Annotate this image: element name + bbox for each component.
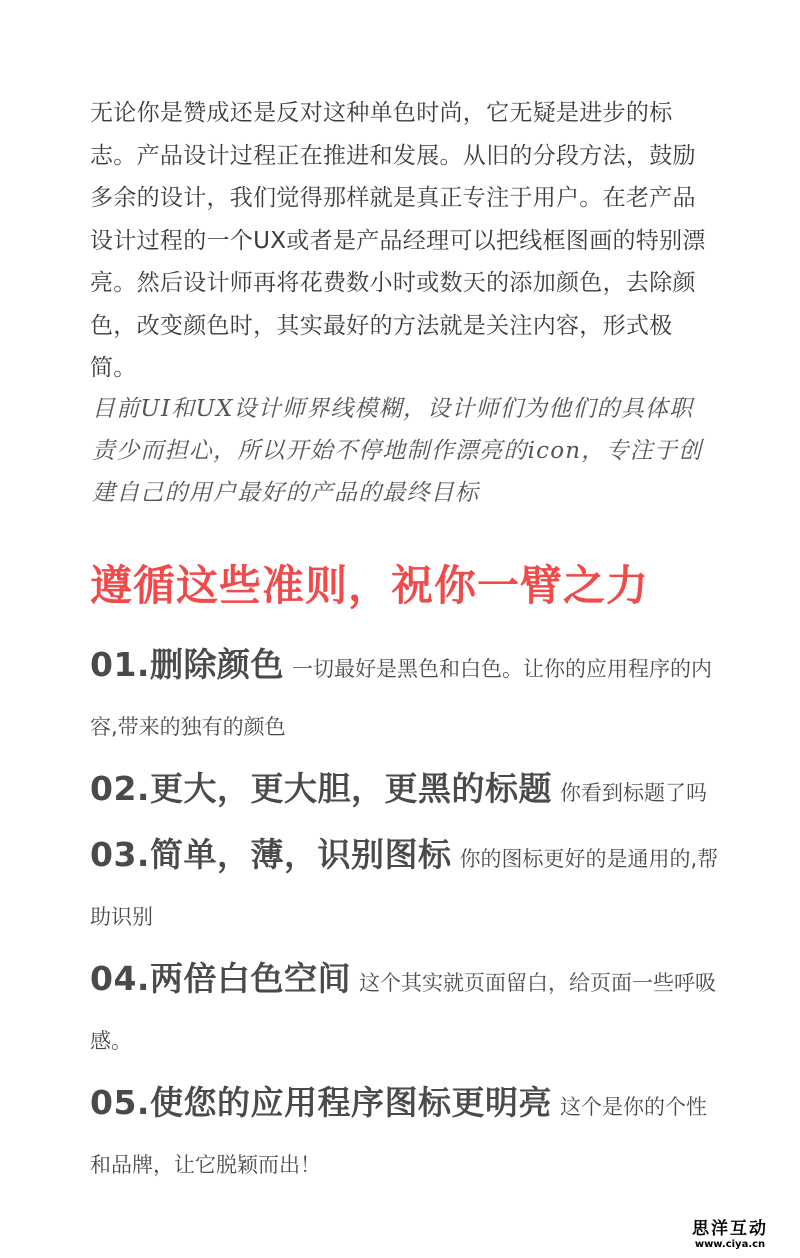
watermark-name: 思洋互动 xyxy=(692,1219,768,1239)
handwritten-note: 目前UI和UX设计师界线模糊，设计师们为他们的具体职责少而担心，所以开始不停地制作漂亮的icon，专注于创建自己的用户最好的产品的最终目标 xyxy=(92,396,703,506)
watermark-url: www.ciya.cn xyxy=(694,1239,766,1250)
watermark xyxy=(692,1221,768,1250)
guideline-list xyxy=(90,636,720,1198)
guideline-item xyxy=(90,1074,720,1195)
guideline-item xyxy=(90,760,720,823)
guideline-item xyxy=(90,950,720,1071)
guideline-description: 你的图标更好的是通用的,帮助识别 xyxy=(90,847,719,929)
guideline-title: 02.更大，更大胆，更黑的标题 xyxy=(90,769,552,808)
guideline-title: 01.删除颜色 xyxy=(90,645,284,684)
guideline-title: 05.使您的应用程序图标更明亮 xyxy=(90,1083,552,1122)
guideline-item xyxy=(90,636,720,757)
intro-paragraph: 无论你是赞成还是反对这种单色时尚，它无疑是进步的标志。产品设计过程正在推进和发展。从旧的分段方法，鼓励多余的设计，我们觉得那样就是真正专注于用户。在老产品设计过程的一个UX或者是产品经理可以把线框图画的特别漂亮。然后设计师再将花费数小时或数天的添加颜色，去除颜色，改变颜色时，其实最好的方法就是关注内容，形式极简。 xyxy=(90,100,706,381)
guideline-title: 03.简单，薄，识别图标 xyxy=(90,835,452,874)
section-heading: 遵循这些准则，祝你一臂之力 xyxy=(90,561,650,610)
guideline-description: 这个其实就页面留白，给页面一些呼吸感。 xyxy=(90,971,716,1053)
guideline-item xyxy=(90,826,720,947)
guideline-description: 你看到标题了吗 xyxy=(559,781,707,805)
guideline-description: 一切最好是黑色和白色。让你的应用程序的内容,带来的独有的颜色 xyxy=(90,657,712,739)
guideline-title: 04.两倍白色空间 xyxy=(90,959,351,998)
guideline-description: 这个是你的个性和品牌，让它脱颖而出！ xyxy=(90,1095,707,1177)
